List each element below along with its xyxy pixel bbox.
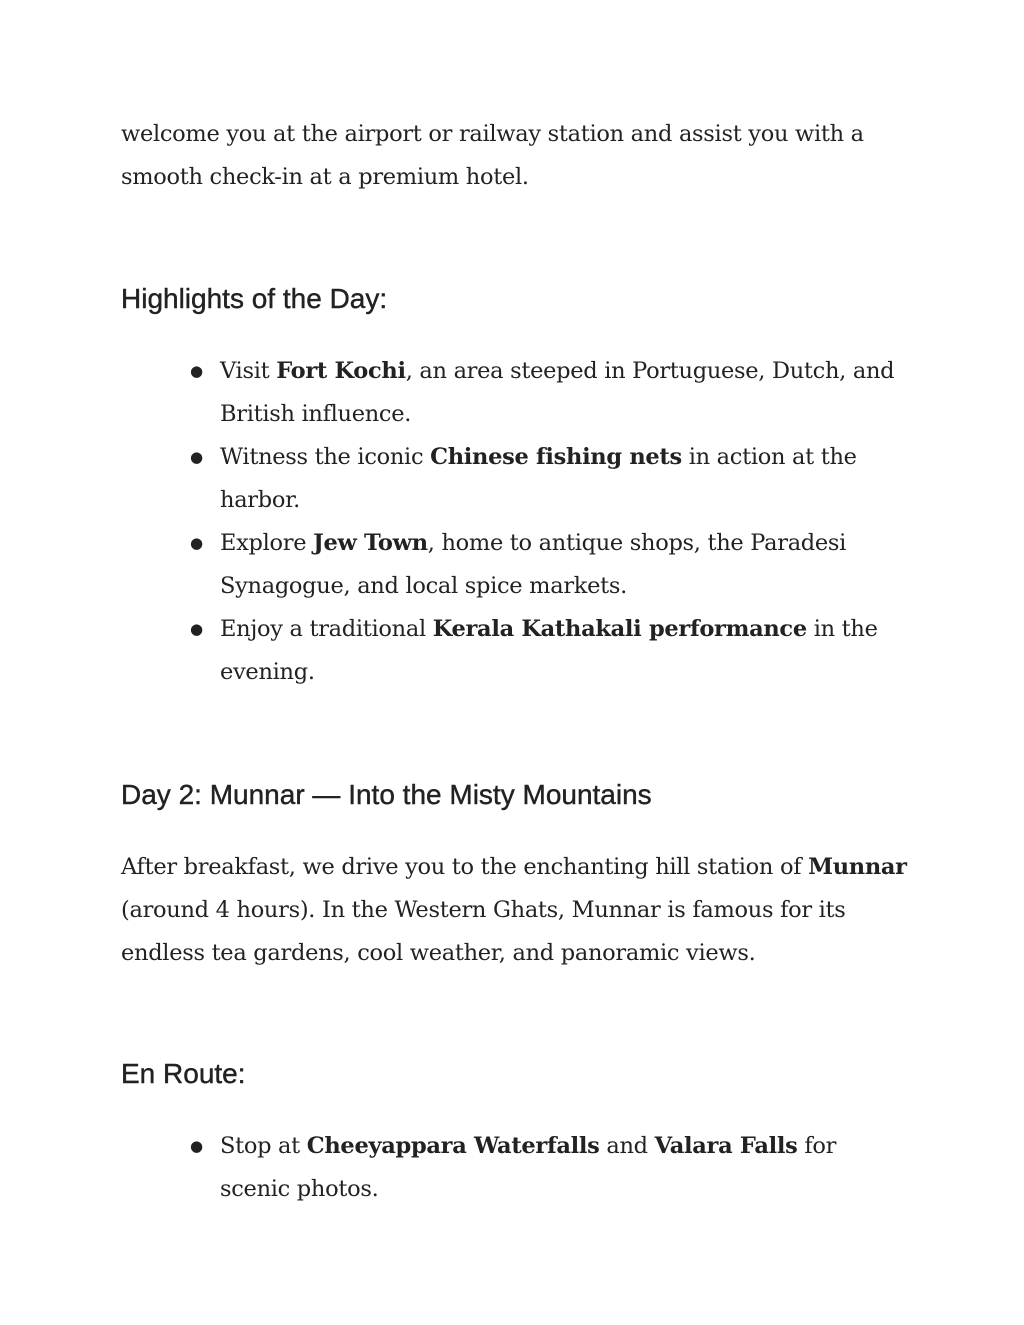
- highlight-place: Kerala Kathakali performance: [432, 616, 807, 642]
- bullet-icon: ●: [190, 448, 203, 466]
- day2-paragraph: After breakfast, we drive you to the enchanting hill station of Munnar (around 4 hours). In the Western Ghats, Munnar is famous for its endless tea gardens, cool weather, and panoramic views.: [121, 854, 907, 966]
- highlights-heading: Highlights of the Day:: [121, 283, 388, 314]
- destination-name: Munnar: [808, 854, 907, 880]
- intro-paragraph: welcome you at the airport or railway station and assist you with a smooth check-in at a premium hotel.: [121, 121, 864, 190]
- highlight-place: Jew Town: [313, 530, 428, 556]
- bullet-icon: ●: [190, 1137, 203, 1155]
- list-item: ● Visit Fort Kochi, an area steeped in Portuguese, Dutch, and British influence.: [190, 350, 910, 436]
- list-item: ● Explore Jew Town, home to antique shops, the Paradesi Synagogue, and local spice markets.: [190, 522, 910, 608]
- highlight-place: Chinese fishing nets: [430, 444, 682, 470]
- list-item: ● Stop at Cheeyappara Waterfalls and Valara Falls for scenic photos.: [190, 1125, 910, 1211]
- waterfall-name: Valara Falls: [654, 1133, 798, 1159]
- day2-heading: Day 2: Munnar — Into the Misty Mountains: [121, 779, 652, 810]
- bullet-icon: ●: [190, 534, 203, 552]
- en-route-list: [190, 1125, 910, 1211]
- bullet-icon: ●: [190, 362, 203, 380]
- highlight-place: Fort Kochi: [276, 358, 406, 384]
- list-item: ● Witness the iconic Chinese fishing nets in action at the harbor.: [190, 436, 910, 522]
- en-route-heading: En Route:: [121, 1058, 246, 1089]
- bullet-icon: ●: [190, 620, 203, 638]
- waterfall-name: Cheeyappara Waterfalls: [306, 1133, 600, 1159]
- highlights-list: [190, 350, 910, 694]
- list-item: ● Enjoy a traditional Kerala Kathakali performance in the evening.: [190, 608, 910, 694]
